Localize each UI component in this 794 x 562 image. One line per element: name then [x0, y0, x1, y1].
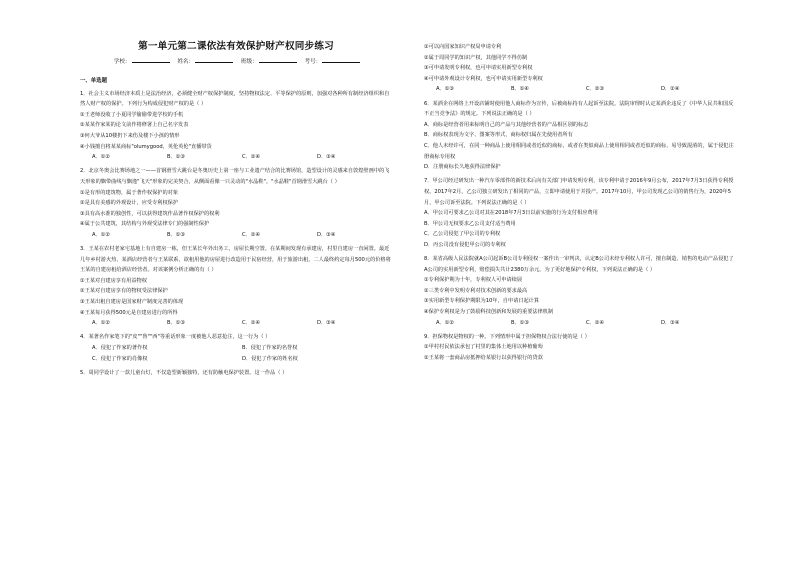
statement-item: C．他人未经许可，在同一种商品上使用相同或者近似的商标，或者在类似商品上使用相同或者近似的商标，易导致混淆的，属于侵犯注册商标专用权 — [424, 142, 734, 160]
statement-item: A．甲公司可要求乙公司对其在2018年7月3日以前实施的行为支付相应费用 — [424, 210, 598, 217]
statement-item: ④可申请外观设计专利权，也可申请实用新型专利权 — [424, 75, 543, 82]
answer-option[interactable]: C．②③ — [586, 86, 605, 93]
answer-options — [424, 84, 736, 95]
answer-option[interactable]: C．②④ — [586, 319, 605, 326]
statement-item: ①甲村村民依法承包了村里的集体土地用以种植葡萄 — [424, 344, 543, 351]
statement-item: ④小钱擅自将某某商标"olumygood，英伦英伦"直播带货 — [80, 143, 212, 150]
statement-item: ②属于周同学的知识产权，其他同学不得仿制 — [424, 54, 528, 61]
section-heading: 一、单选题 — [80, 78, 107, 85]
answer-options — [80, 318, 392, 329]
question-stem: 4．某著名作家笔下的"皮""鲁""西"等重话形象一度被他人恶意抢注，这一行为（ ） — [80, 334, 271, 341]
answer-option[interactable]: D．③④ — [661, 319, 680, 326]
answer-options — [424, 318, 736, 329]
statement-item: ②是具有美感的外观设计，应受专利权保护 — [80, 200, 179, 207]
statement-item: D．丙公司没有侵犯甲公司的专利权 — [424, 241, 506, 248]
statement-item: ①专利保护期为十年，专利权人可申请续展 — [424, 277, 523, 284]
answer-option[interactable]: C．②④ — [242, 154, 261, 161]
answer-option[interactable]: D．②④ — [661, 86, 680, 93]
class-blank[interactable] — [259, 58, 297, 63]
question-stem: 2．北京冬奥会比赛场地之一——首钢滑雪大跳台是冬奥历史上第一座与工业遗产结合的比赛场馆，造型设计的灵感来自敦煌壁画中的飞天形象的飘带曲线与飘逸"飞天"形象的完美契合，从侧面看像一只灵动的"水晶鞋"。"水晶鞋"首钢滑雪大跳台（ ） — [80, 168, 390, 185]
answer-option[interactable]: A．①② — [92, 154, 111, 161]
class-label: 班级： — [240, 58, 258, 65]
page-title: 第一单元第二课依法有效保护财产权同步练习 — [138, 41, 334, 52]
answer-option[interactable]: D．③④ — [317, 231, 336, 238]
statement-item: ④保护专利权是为了鼓励科技创新和发展的重要法律机制 — [424, 309, 554, 316]
answer-option[interactable]: C．②④ — [242, 231, 261, 238]
answer-option[interactable]: B．①③ — [167, 154, 186, 161]
statement-item: ①可以向国家知识产权局申请专利 — [424, 44, 502, 50]
statement-item: ①是有形的建筑物，属于著作权保护的对象 — [80, 189, 179, 196]
answer-options — [80, 343, 392, 364]
exam-number-label: 考号： — [304, 58, 322, 65]
question-stem: 7．甲公司经过研发出一种汽车零部件的新技术后向有关部门申请发明专利，该专利申请于2016年9月公布，2017年7月3日获得专利授权。2017年2月，乙公司独立研发出了相同的产品，立即申请使用于并投产。2017年10月，甲公司发现乙公司的销售行为，2020年5月，甲公司诉至法院。下列说法正确的是（ ） — [424, 178, 734, 206]
question-stem: 6．某酒企在网络上开设店铺时使用他人商标作为宣传，后被商标持有人起诉至法院。法院审理时认定某酒企违反了《中华人民共和国反不正当竞争法》的规定。下列说法正确的是（ ） — [424, 100, 734, 118]
answer-option[interactable]: A．①② — [92, 231, 111, 238]
statement-item: ①王某对自建房享有用益物权 — [80, 277, 147, 284]
statement-item: ②三类专利中发明专利对技术创新的要求最高 — [424, 287, 528, 294]
question-stem: 8．某省高级人民法院就A公司起诉B公司专利侵权一案作出一审判决，认定B公司未经专利权人许可，擅自制造、销售的电动产品侵犯了A公司的实用新型专利，赔偿损失共计2380万余元。为了更好地保护专利权，下列说法正确的是（ ） — [424, 256, 734, 273]
question-stem: 1．社会主义市场经济本质上是法治经济，必须健全财产权保护制度，坚持物权法定、平等保护的原则，加强对各种所有制经济组织和自然人财产权的保护。下列行为构成侵犯财产权的是（ ） — [80, 90, 390, 108]
question-stem: 9．担保物权是物权的一种。下列情形中属于担保物权合法行使的是（ ） — [424, 333, 590, 340]
statement-item: ③可申请发明专利权，也可申请实用新型专利权 — [424, 65, 533, 72]
answer-option[interactable]: D．③④ — [317, 154, 336, 161]
statement-item: ①王老师没收了小夏同学偷偷带进学校的手机 — [80, 111, 184, 118]
answer-option[interactable]: C．②④ — [242, 320, 261, 327]
name-blank[interactable] — [195, 58, 233, 63]
statement-item: B．商标权表现为文字、图案等形式，商标权归属在先使用者所有 — [424, 132, 573, 139]
statement-item: ③王某出租自建房是国家财产制度完善的体现 — [80, 299, 184, 306]
statement-item: ④王某每月获得500元是自建房进行的所得 — [80, 309, 178, 316]
school-label: 学校： — [113, 58, 131, 65]
answer-option[interactable]: D．侵犯了作家的姓名权 — [242, 355, 298, 362]
statement-item: ②王某对自建房享有的物权受法律保护 — [80, 288, 168, 295]
school-blank[interactable] — [132, 58, 170, 63]
left-column — [80, 0, 392, 562]
statement-item: C．乙公司侵犯了甲公司的专利权 — [424, 231, 501, 238]
statement-item: ②王某将一套商品房抵押给某银行以获得银行的贷款 — [424, 355, 543, 361]
answer-options — [80, 152, 392, 163]
answer-options — [80, 230, 392, 241]
statement-item: A．商标是经营者用来标明自己的产品与其他经营者的产品相区别的标志 — [424, 121, 589, 128]
statement-item: ③具有高水准的独创性，可以获得建筑作品著作权保护的权利 — [80, 210, 220, 217]
answer-option[interactable]: D．③④ — [317, 320, 336, 327]
name-label: 姓名： — [177, 58, 195, 65]
statement-item: B．甲公司无权要求乙公司支付适当费用 — [424, 220, 516, 227]
statement-item: ②某某作家某的论文前作将修署上自己名字发表 — [80, 122, 189, 129]
exam-number-blank[interactable] — [322, 58, 360, 63]
answer-option[interactable]: B．①③ — [167, 231, 186, 238]
right-column — [424, 0, 736, 562]
statement-item: ④属于公共建筑，其结构与外观受法律专门的强制性保护 — [80, 221, 210, 228]
right-question-stream — [424, 0, 736, 364]
statement-item: ③实用新型专利保护期限为10年，自申请日起计算 — [424, 298, 540, 305]
answer-option[interactable]: C．侵犯了作家的肖像权 — [92, 355, 148, 362]
statement-item: D．注册商标长久地获得法律保护 — [424, 164, 501, 171]
question-stem: 3．王某在农村老家宅基地上有自建房一栋，但王某长年外出务工，房屋长期空置。在某期间发现有承建房，村里自建房一直闲置。最近几年乡村游火热，某酒店经营者与王某联系，欲租用他的房屋进行改造用于民宿经营，用于旅游出租，二人最终约定每月500元的价格将王某的自建房租给酒店经营者。对该案例分析正确的有（ ） — [80, 246, 391, 274]
answer-option[interactable]: B．侵犯了作家的名誉权 — [242, 345, 298, 352]
answer-option[interactable]: A．①② — [436, 319, 455, 326]
student-info-line — [80, 58, 392, 66]
answer-option[interactable]: B．①③ — [511, 319, 530, 326]
answer-option[interactable]: A．①③ — [436, 86, 455, 93]
answer-option[interactable]: A．侵犯了作家的著作权 — [92, 345, 148, 352]
statement-item: ③何大爷从10楼扔下来伤及楼下小孩的情形 — [80, 132, 180, 139]
answer-option[interactable]: A．①② — [92, 320, 111, 327]
question-stem: 5．周同学设计了一款儿童台灯，不仅造型新颖独特，还有防触电保护装置。这一作品（ ） — [80, 369, 288, 376]
answer-option[interactable]: B．①④ — [511, 86, 530, 93]
answer-option[interactable]: B．①③ — [167, 320, 186, 327]
left-question-stream — [80, 89, 392, 379]
